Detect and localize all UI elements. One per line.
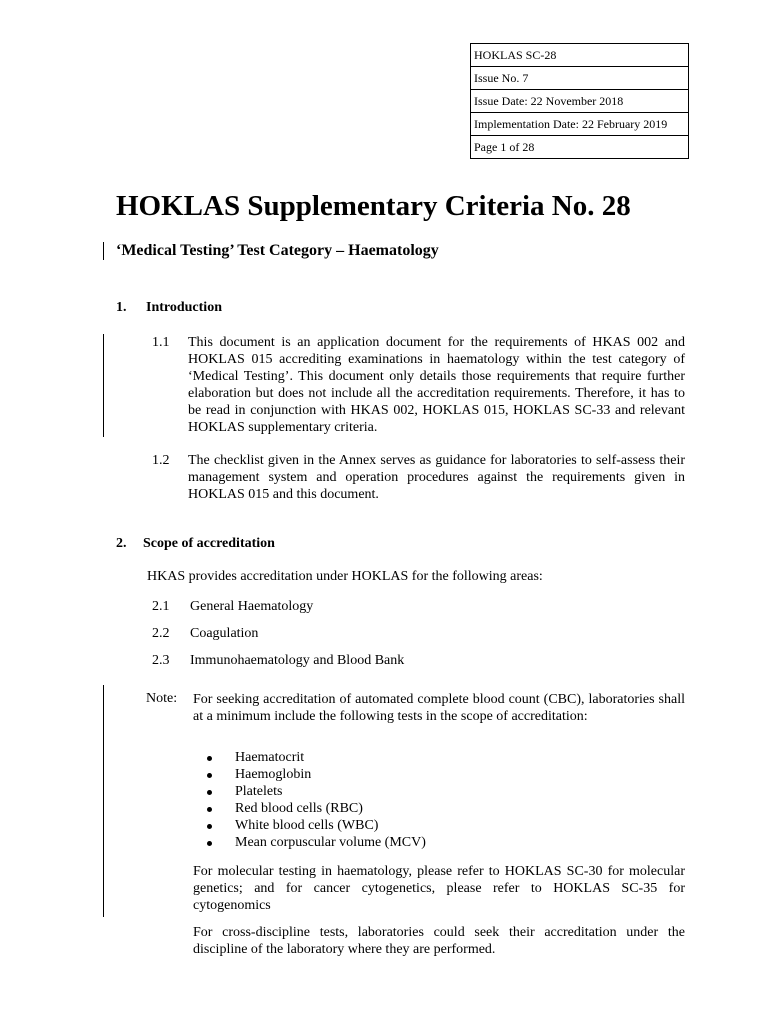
paragraph-1-1 [152,334,685,436]
area-label: Immunohaematology and Blood Bank [190,653,405,668]
area-item [152,653,404,669]
cross-discipline-text: For cross-discipline tests, laboratories could seek their accreditation under the discipline of the laboratory where they are performed. [193,925,685,957]
issue-date: Issue Date: 22 November 2018 [471,90,689,113]
implementation-date: Implementation Date: 22 February 2019 [471,113,689,136]
section-2-number: 2. [116,536,127,551]
page-title: HOKLAS Supplementary Criteria No. 28 [116,190,631,222]
note-text [193,691,685,725]
section-2-title: Scope of accreditation [143,536,275,551]
list-item: White blood cells (WBC) [193,817,685,834]
revision-bar-subtitle [103,242,104,260]
molecular-testing-text: For molecular testing in haematology, please refer to HOKLAS SC-30 for molecular genetics; and for cancer cytogenetics, please refer to HOKLAS SC-35 for cytogenomics [193,864,685,913]
paragraph-1-2 [152,452,685,503]
section-2-intro: HKAS provides accreditation under HOKLAS for the following areas: [147,569,543,584]
note-label: Note: [146,691,178,706]
paragraph-1-2-number: 1.2 [152,453,170,468]
list-item: Mean corpuscular volume (MCV) [193,834,685,851]
section-1-heading [116,300,222,316]
section-1-number: 1. [116,300,127,315]
area-item [152,599,313,615]
area-item [152,626,258,642]
paragraph-1-1-number: 1.1 [152,335,170,350]
issue-number: Issue No. 7 [471,67,689,90]
paragraph-1-1-text: This document is an application document for the requirements of HKAS 002 and HOKLAS 015 accrediting examinations in haematology within the test category of ‘Medical Testing’. This document only details those requirements that require further elaboration but does not include all the accreditation requirements. Therefore, it has to be read in conjunction with HKAS 002, HOKLAS 015, HOKLAS SC-33 and relevant HOKLAS supplementary criteria. [188,335,685,435]
list-item: Haematocrit [193,749,685,766]
list-item: Platelets [193,783,685,800]
revision-bar-note [103,685,104,917]
list-item: Haemoglobin [193,766,685,783]
revision-bar-section-1 [103,334,104,437]
document-info-table [470,43,689,159]
molecular-testing-note [193,863,685,914]
area-number: 2.2 [152,626,170,641]
area-label: Coagulation [190,626,259,641]
cross-discipline-note [193,924,685,958]
note-text-body: For seeking accreditation of automated complete blood count (CBC), laboratories shall at a minimum include the following tests in the scope of accreditation: [193,692,685,724]
list-item: Red blood cells (RBC) [193,800,685,817]
cbc-tests-list [193,749,685,851]
section-2-heading [116,536,275,552]
paragraph-1-2-text: The checklist given in the Annex serves as guidance for laboratories to self-assess their management system and operation procedures against the requirements given in HOKLAS 015 and this document. [188,453,685,502]
area-number: 2.3 [152,653,170,668]
page-subtitle: ‘Medical Testing’ Test Category – Haematology [116,242,439,259]
area-number: 2.1 [152,599,170,614]
page-number: Page 1 of 28 [471,136,689,159]
section-1-title: Introduction [146,300,222,315]
document-code: HOKLAS SC-28 [471,44,689,67]
area-label: General Haematology [190,599,314,614]
